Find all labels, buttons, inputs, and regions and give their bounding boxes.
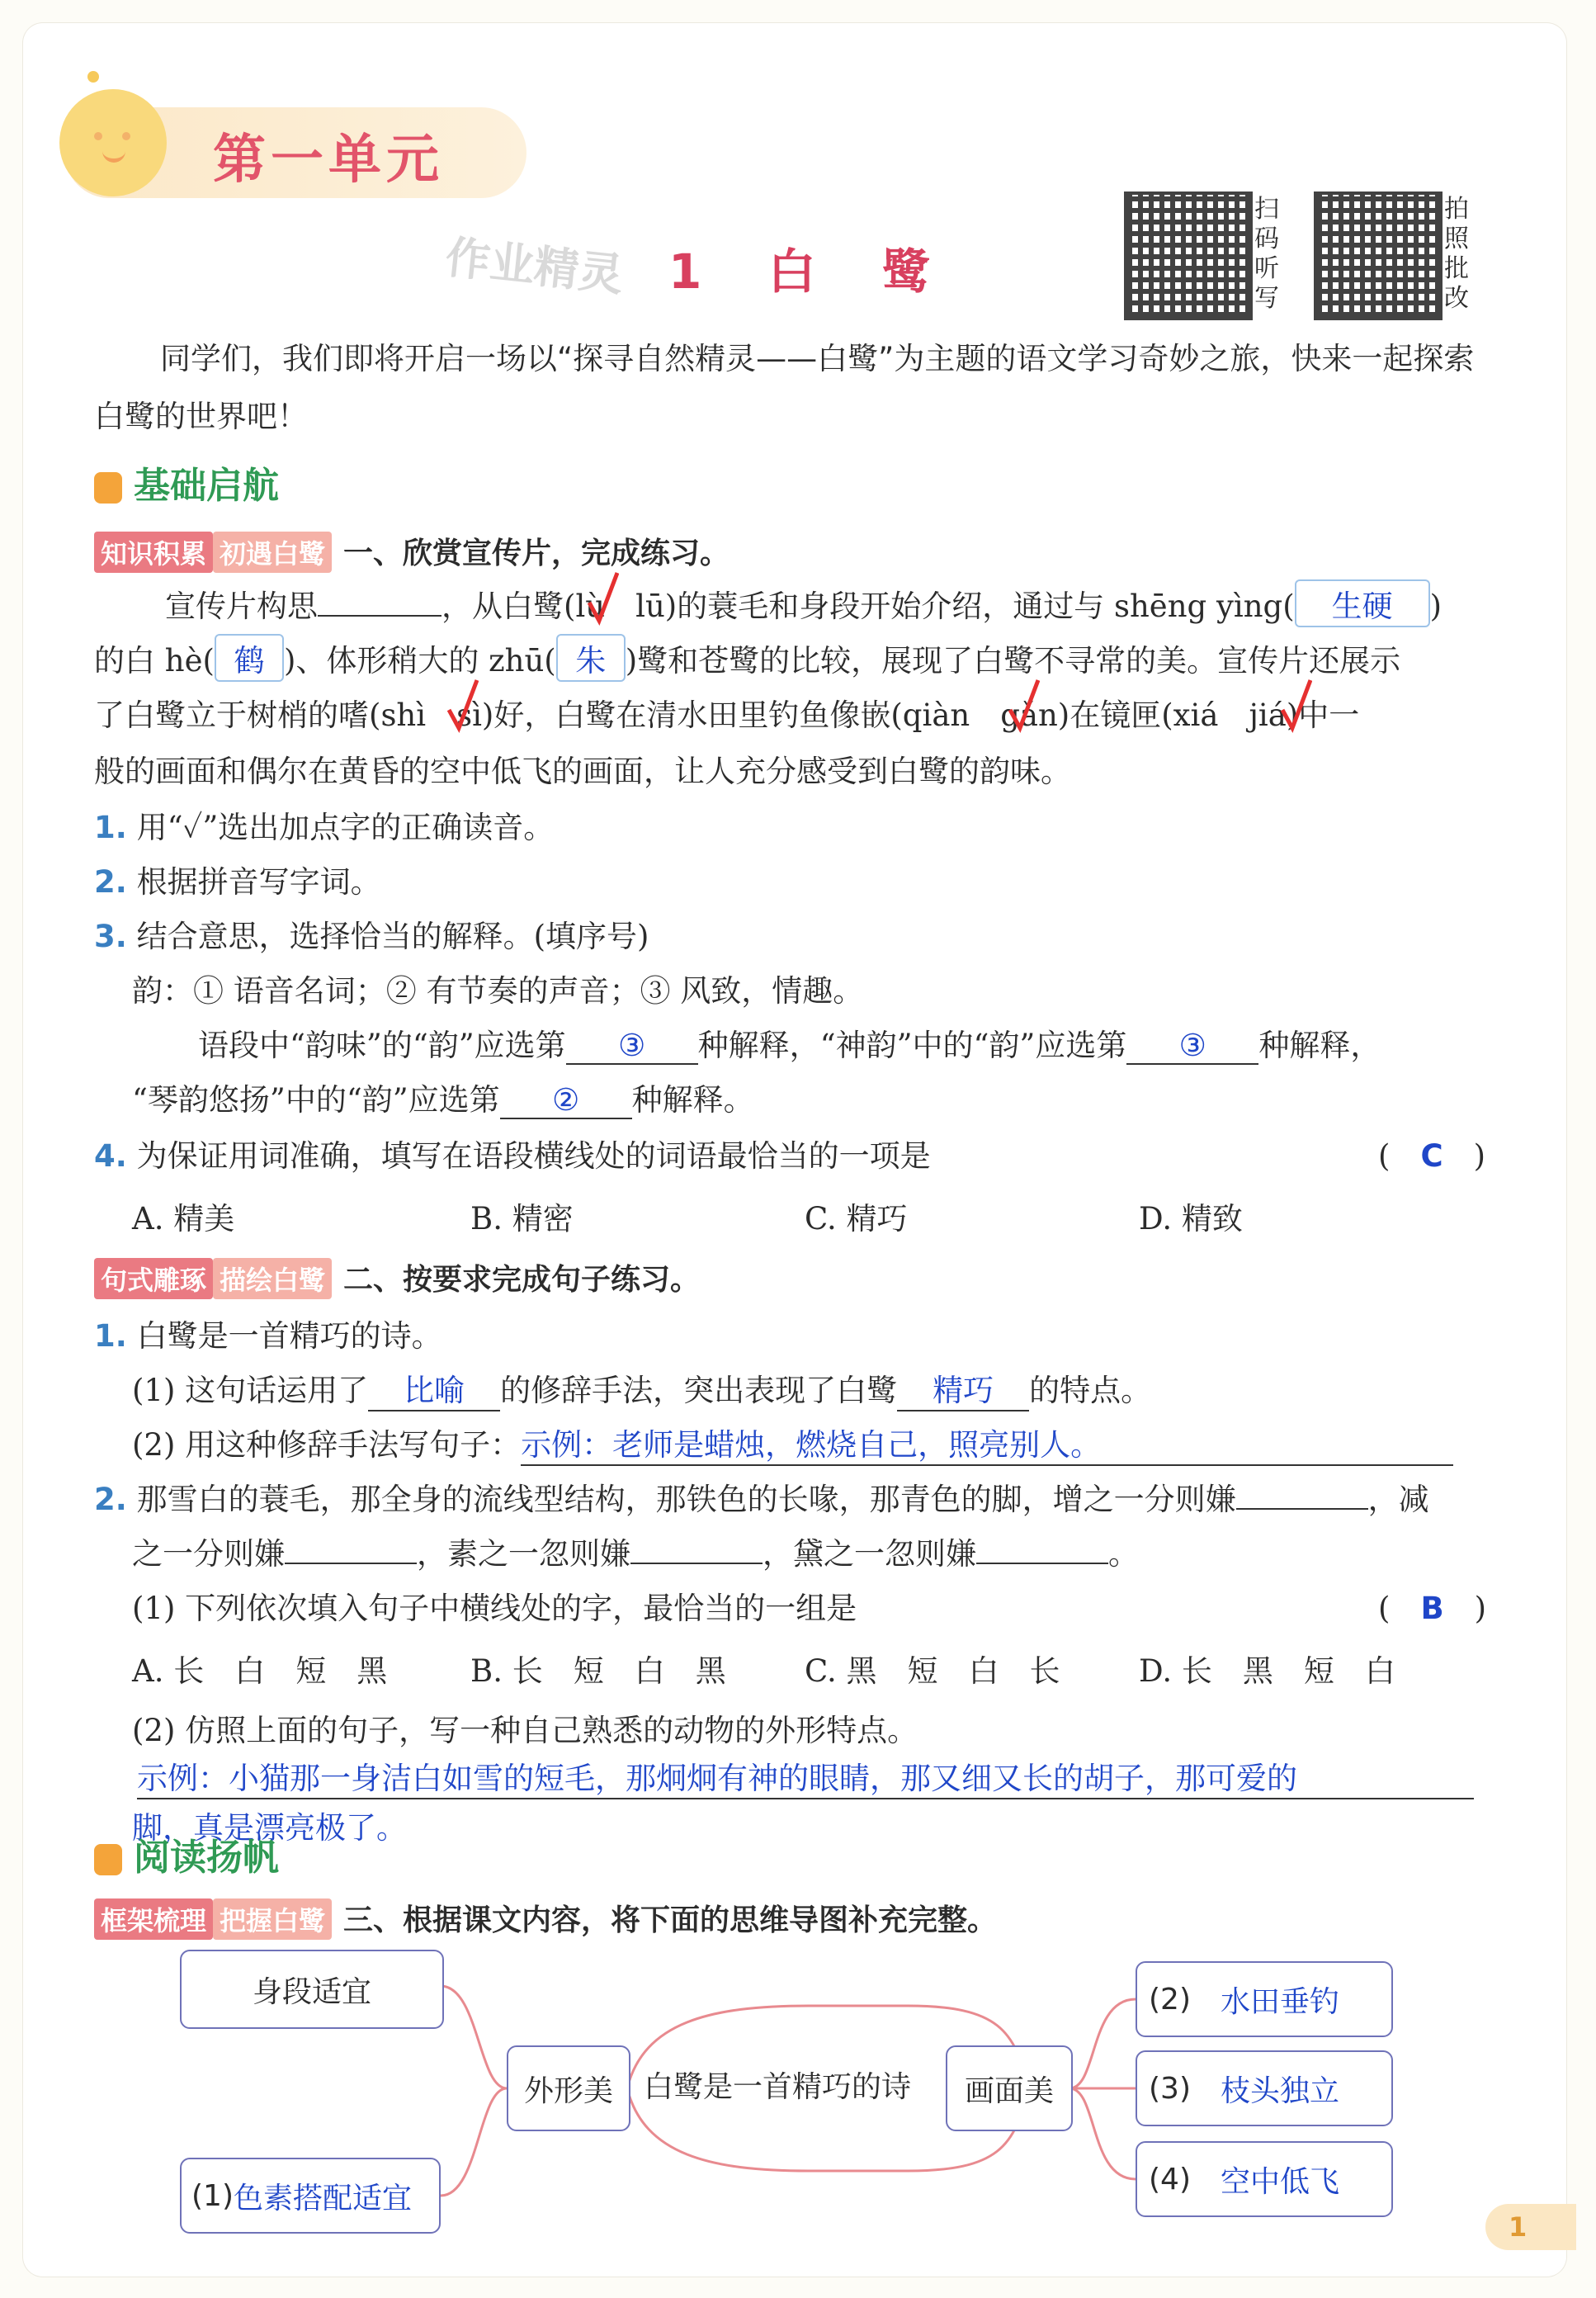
pinyin-option[interactable]: sì xyxy=(456,697,482,733)
pinyin-option[interactable]: jiá xyxy=(1249,697,1287,733)
answer-feature[interactable]: 精巧 xyxy=(897,1365,1029,1411)
p2-text: (2) 用这种修辞手法写句子： xyxy=(132,1427,522,1463)
pinyin-option[interactable]: gǎn xyxy=(1000,697,1058,733)
mindmap-label: (2) xyxy=(1149,1982,1191,2017)
answer-q3-1[interactable]: ③ xyxy=(566,1028,698,1065)
p1-q4-option-c[interactable]: C. 精巧 xyxy=(805,1201,908,1236)
passage-text: )的蓑毛和身段开始介绍，通过与 shēng yìng( xyxy=(664,589,1295,624)
p1-q4-option-a[interactable]: A. 精美 xyxy=(132,1201,235,1236)
p2-q2-1-answer: B xyxy=(1420,1591,1444,1626)
answer-sentence[interactable]: 示例：老师是蜡烛，燃烧自己，照亮别人。 xyxy=(521,1420,1453,1466)
part1-tag1: 知识积累 xyxy=(94,532,213,573)
p2-text: 。 xyxy=(1108,1536,1139,1572)
p2-question-2-line1: 2. 那雪白的蓑毛，那全身的流线型结构，那铁色的长喙，那青色的脚，增之一分则嫌 ，减 xyxy=(94,1482,1429,1517)
answer-q3-3[interactable]: ② xyxy=(500,1082,632,1119)
p1-question-3: 3. 结合意思，选择恰当的解释。(填序号) xyxy=(94,919,649,954)
passage-line-4: 般的画面和偶尔在黄昏的空中低飞的画面，让人充分感受到白鹭的韵味。 xyxy=(94,754,1071,789)
p2-option-b[interactable]: B. 长 短 白 黑 xyxy=(470,1653,726,1689)
passage-text: 宣传片构思 xyxy=(165,589,318,624)
p1-question-1: 1. 用“✓”选出加点字的正确读音。 xyxy=(94,810,555,845)
passage-text: 了白鹭立于树梢的嗜( xyxy=(94,697,381,733)
pinyin-option[interactable]: lū xyxy=(635,589,665,624)
answer-rhetoric[interactable]: 比喻 xyxy=(368,1365,500,1411)
mindmap-answer: 空中低飞 xyxy=(1221,2164,1340,2199)
section-basic-label: 基础启航 xyxy=(134,465,279,507)
mindmap-right-2[interactable] xyxy=(1136,2050,1393,2126)
p1-question-4: 4. 为保证用词准确，填写在语段横线处的词语最恰当的一项是 xyxy=(94,1138,931,1174)
mindmap-right-3[interactable] xyxy=(1136,2141,1393,2217)
pinyin-option[interactable]: xiá xyxy=(1173,697,1219,733)
q3-text: 种解释， xyxy=(1258,1028,1381,1063)
p2-q2-2: (2) 仿照上面的句子，写一种自己熟悉的动物的外形特点。 xyxy=(132,1713,918,1748)
passage-text: 的白 hè( xyxy=(94,643,215,679)
p1-q4-text: 为保证用词准确，填写在语段横线处的词语最恰当的一项是 xyxy=(136,1138,931,1174)
p2-question-1: 1. 白鹭是一首精巧的诗。 xyxy=(94,1318,442,1354)
p2-option-a[interactable]: A. 长 白 短 黑 xyxy=(132,1653,388,1689)
answer-he[interactable]: 鹤 xyxy=(215,634,284,682)
part2-tag2: 描绘白鹭 xyxy=(213,1258,332,1299)
pinyin-option[interactable]: lù xyxy=(575,589,606,624)
part3-tag2: 把握白鹭 xyxy=(213,1898,332,1940)
mindmap-label: (1) xyxy=(191,2178,234,2213)
p2-text: 那雪白的蓑毛，那全身的流线型结构，那铁色的长喙，那青色的脚，增之一分则嫌 xyxy=(136,1482,1236,1517)
qr-listen-label: 扫码听写 xyxy=(1254,195,1279,313)
mindmap-label: (3) xyxy=(1149,2071,1191,2106)
passage-text: ，从白鹭( xyxy=(441,589,576,624)
passage-text: )中一 xyxy=(1286,697,1360,733)
answer-q3-2[interactable]: ③ xyxy=(1126,1028,1258,1065)
unit-title: 第一单元 xyxy=(213,130,444,191)
p2-q2-2-answer-line2[interactable]: 脚，真是漂亮极了。 xyxy=(132,1810,407,1846)
mindmap-center: 白鹭是一首精巧的诗 xyxy=(644,2070,912,2104)
p2-q2-1-answer-box[interactable]: ( B ) xyxy=(1378,1591,1487,1626)
p1-q4-answer-box[interactable]: ( C ) xyxy=(1378,1138,1486,1174)
part3-tag1: 框架梳理 xyxy=(94,1898,213,1940)
p1-q4-option-d[interactable]: D. 精致 xyxy=(1139,1201,1243,1236)
mindmap-right-hub: 画面美 xyxy=(946,2045,1073,2131)
p2-text: ，素之一忽则嫌 xyxy=(417,1536,630,1572)
part1-title: 一、欣赏宣传片，完成练习。 xyxy=(343,537,730,570)
p2-text: 的特点。 xyxy=(1029,1373,1152,1408)
p1-q3-text: 结合意思，选择恰当的解释。(填序号) xyxy=(136,919,649,954)
p2-text: (1) 这句话运用了 xyxy=(132,1373,369,1408)
answer-zhu[interactable]: 朱 xyxy=(556,634,626,682)
pinyin-option[interactable]: shì xyxy=(380,697,427,733)
p2-option-d[interactable]: D. 长 黑 短 白 xyxy=(1139,1653,1395,1689)
p2-text: ，黛之一忽则嫌 xyxy=(763,1536,976,1572)
p2-text: 的修辞手法，突出表现了白鹭 xyxy=(500,1373,898,1408)
watermark-text: 作业精灵 xyxy=(442,230,626,302)
mindmap-answer: 水田垂钓 xyxy=(1221,1984,1340,2019)
q3-text: 语段中“韵味”的“韵”应选第 xyxy=(198,1028,566,1063)
answer-shengying[interactable]: 生硬 xyxy=(1295,579,1430,627)
mindmap-label: (4) xyxy=(1149,2162,1191,2196)
passage-text: )在镜匣( xyxy=(1057,697,1173,733)
p2-text: 之一分则嫌 xyxy=(132,1536,285,1572)
passage-text: ) xyxy=(1429,589,1443,624)
mindmap-right-1[interactable] xyxy=(1136,1961,1393,2037)
passage-text: )、体形稍大的 zhū( xyxy=(283,643,556,679)
p2-q2-2-answer-line1[interactable]: 示例：小猫那一身洁白如雪的短毛，那炯炯有神的眼睛，那又细又长的胡子，那可爱的 xyxy=(137,1753,1474,1799)
p2-q2-1: (1) 下列依次填入句子中横线处的字，最恰当的一组是 xyxy=(132,1591,857,1626)
intro-paragraph: 同学们，我们即将开启一场以“探寻自然精灵——白鹭”为主题的语文学习奇妙之旅，快来一起探索白鹭的世界吧！ xyxy=(94,341,1475,434)
part1-tag2: 初遇白鹭 xyxy=(213,532,332,573)
mindmap-left-top: 身段适宜 xyxy=(180,1950,444,2029)
part3-title: 三、根据课文内容，将下面的思维导图补充完整。 xyxy=(343,1903,998,1937)
q3-text: 种解释。 xyxy=(631,1082,754,1118)
part2-title: 二、按要求完成句子练习。 xyxy=(343,1263,701,1297)
qr-correct-label: 拍照批改 xyxy=(1444,195,1469,313)
p1-q3-definitions: 韵：① 语音名词；② 有节奏的声音；③ 风致，情趣。 xyxy=(132,973,864,1009)
p2-option-c[interactable]: C. 黑 短 白 长 xyxy=(805,1653,1060,1689)
pinyin-option[interactable]: qiàn xyxy=(902,697,970,733)
mindmap-left-hub: 外形美 xyxy=(507,2045,630,2131)
part2-tag1: 句式雕琢 xyxy=(94,1258,213,1299)
p1-q4-option-b[interactable]: B. 精密 xyxy=(470,1201,574,1236)
p2-text: ，减 xyxy=(1367,1482,1429,1517)
p1-question-2: 2. 根据拼音写字词。 xyxy=(94,864,381,900)
passage-text: )好，白鹭在清水田里钓鱼像嵌( xyxy=(481,697,903,733)
lesson-title: 1 白 鹭 xyxy=(668,244,955,300)
mindmap-left-bottom[interactable] xyxy=(180,2158,441,2234)
mindmap-answer: 色素搭配适宜 xyxy=(234,2181,413,2215)
p1-q2-text: 根据拼音写字词。 xyxy=(136,864,381,900)
p2-q1-text: 白鹭是一首精巧的诗。 xyxy=(136,1318,442,1354)
p1-q4-answer: C xyxy=(1420,1138,1443,1174)
mindmap-answer: 枝头独立 xyxy=(1221,2073,1340,2108)
q3-text: “琴韵悠扬”中的“韵”应选第 xyxy=(132,1082,500,1118)
q3-text: 种解释，“神韵”中的“韵”应选第 xyxy=(697,1028,1127,1063)
page-number: 1 xyxy=(1485,2204,1576,2250)
passage-text: )鹭和苍鹭的比较，展现了白鹭不寻常的美。宣传片还展示 xyxy=(625,643,1401,679)
section-reading-label: 阅读扬帆 xyxy=(134,1837,279,1879)
p1-q1-text: 用“✓”选出加点字的正确读音。 xyxy=(136,810,555,845)
